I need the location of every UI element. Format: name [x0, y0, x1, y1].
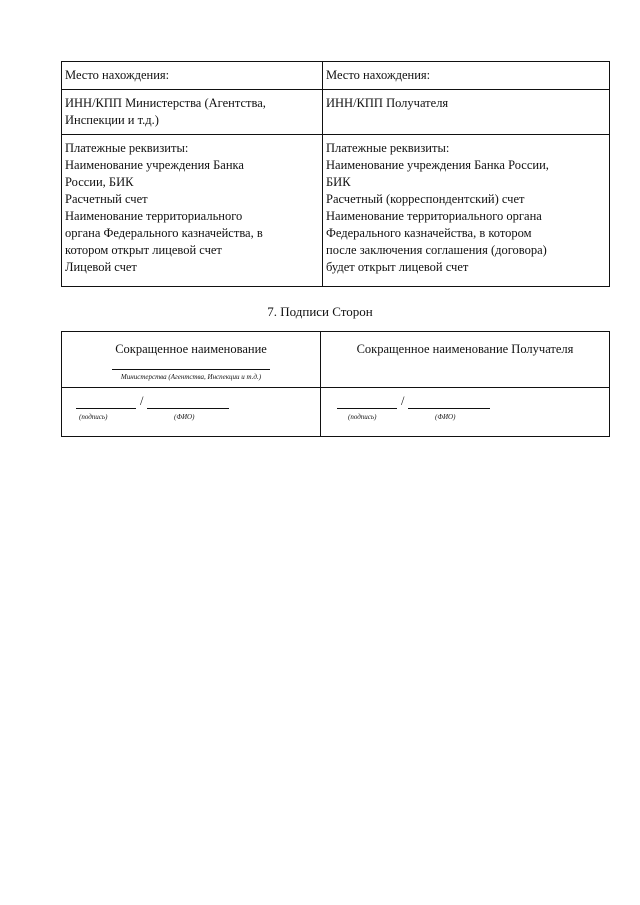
section-title: 7. Подписи Сторон: [267, 304, 373, 319]
ministry-caption: Министерства (Агентства, Инспекции и т.д.): [120, 373, 262, 381]
fio-blank: [408, 394, 490, 409]
signature-line: [76, 394, 229, 409]
payment-left-line: Расчетный счет: [65, 192, 148, 206]
payment-left-line: органа Федерального казначейства, в: [65, 226, 263, 240]
table-row: [62, 388, 610, 437]
location-right-label: Место нахождения:: [326, 68, 431, 82]
signature-left-sign-cell: [62, 388, 321, 437]
inn-right-label: ИНН/КПП Получателя: [326, 96, 449, 110]
signature-left-name-cell: [62, 332, 321, 388]
inn-left-line: ИНН/КПП Министерства (Агентства,: [65, 96, 266, 110]
signature-caption: (подпись): [79, 413, 108, 421]
inn-right-cell: [323, 90, 610, 135]
slash-separator: /: [140, 394, 144, 408]
signatures-table: [61, 331, 610, 437]
location-right-cell: [323, 62, 610, 90]
right-party-name: Сокращенное наименование Получателя: [356, 342, 574, 356]
slash-separator: /: [401, 394, 405, 408]
signature-right-sign-cell: [321, 388, 610, 437]
table-row: [62, 332, 610, 388]
payment-right-line: Расчетный (корреспондентский) счет: [326, 192, 525, 206]
table-row: [62, 62, 610, 90]
left-party-name: Сокращенное наименование: [115, 342, 267, 356]
payment-left-cell: [62, 135, 323, 287]
inn-left-line: Инспекции и т.д.): [65, 113, 159, 127]
requisites-table: [61, 61, 610, 287]
location-left-cell: [62, 62, 323, 90]
payment-right-line: Наименование учреждения Банка России,: [326, 158, 549, 172]
location-left-label: Место нахождения:: [65, 68, 170, 82]
payment-left-line: Наименование учреждения Банка: [65, 158, 244, 172]
payment-right-line: Федерального казначейства, в котором: [326, 226, 532, 240]
table-row: [62, 90, 610, 135]
signature-line: [337, 394, 490, 409]
signature-right-name-cell: [321, 332, 610, 388]
payment-right-line: Наименование территориального органа: [326, 209, 542, 223]
payment-right-line: Платежные реквизиты:: [326, 141, 450, 155]
payment-right-line: будет открыт лицевой счет: [326, 260, 469, 274]
payment-left-line: котором открыт лицевой счет: [65, 243, 222, 257]
table-row: [62, 135, 610, 287]
payment-right-line: БИК: [326, 175, 351, 189]
payment-right-line: после заключения соглашения (договора): [326, 243, 547, 257]
payment-left-line: Платежные реквизиты:: [65, 141, 189, 155]
payment-left-line: России, БИК: [65, 175, 134, 189]
name-underline: [112, 369, 270, 370]
inn-left-cell: [62, 90, 323, 135]
signature-blank: [76, 394, 136, 409]
payment-right-cell: [323, 135, 610, 287]
payment-left-line: Наименование территориального: [65, 209, 243, 223]
fio-caption: (ФИО): [174, 413, 195, 421]
fio-caption: (ФИО): [435, 413, 456, 421]
payment-left-line: Лицевой счет: [65, 260, 137, 274]
signature-blank: [337, 394, 397, 409]
fio-blank: [147, 394, 229, 409]
signature-caption: (подпись): [348, 413, 377, 421]
